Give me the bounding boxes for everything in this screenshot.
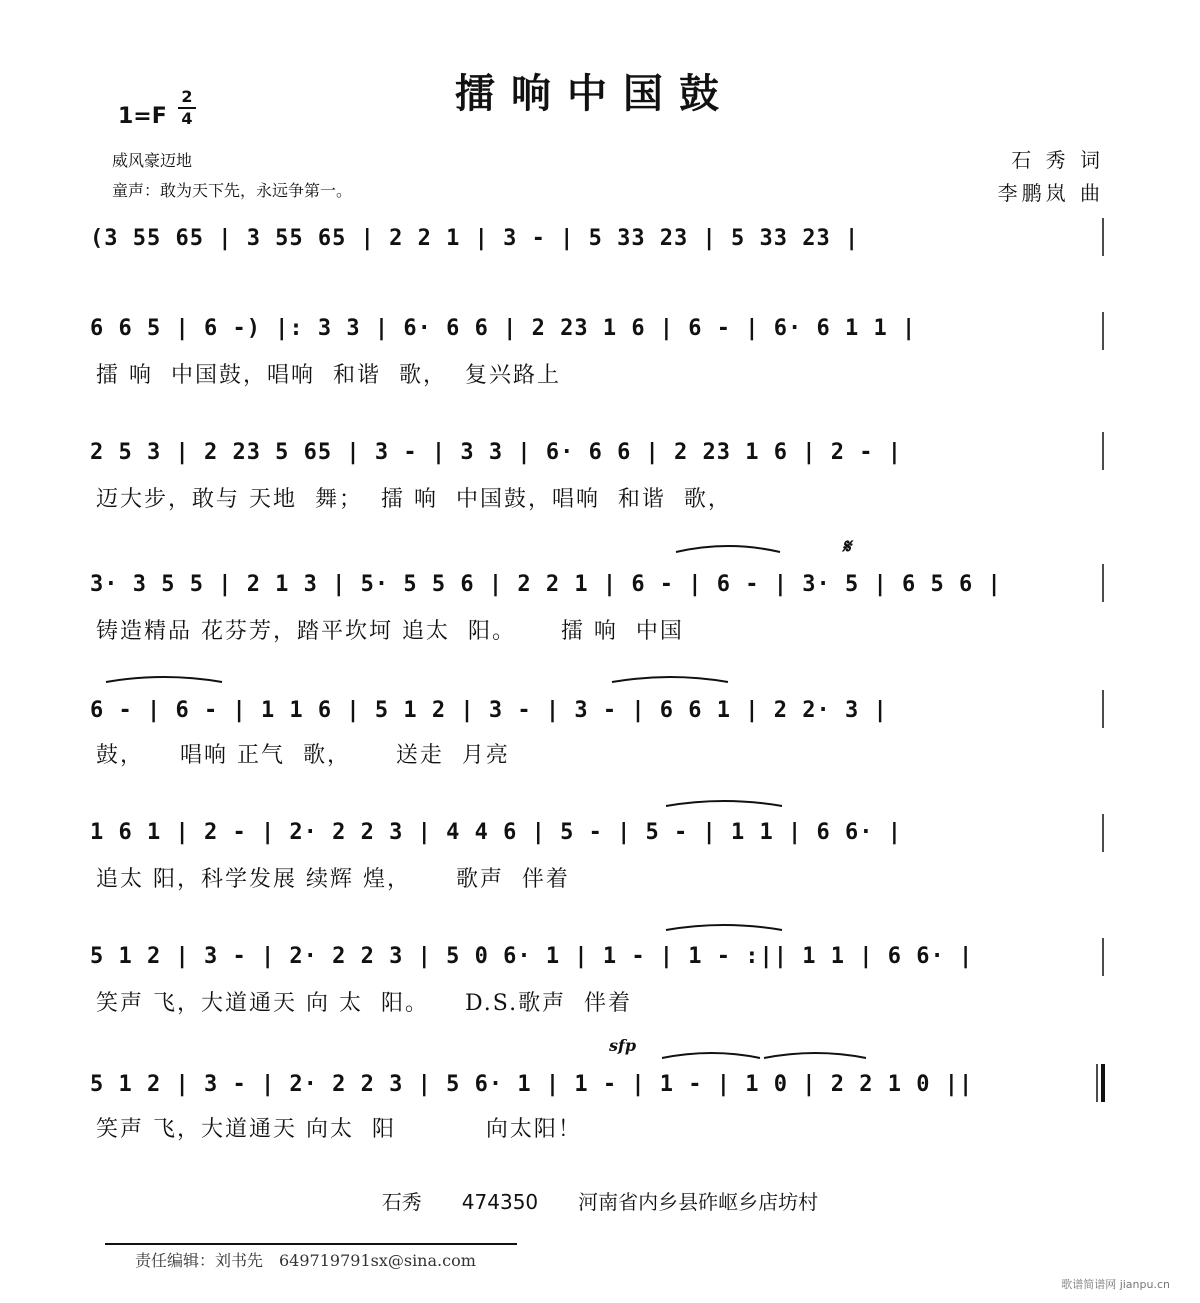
lyrics-line-7: 笑声 飞，大道通天 向 太 阳。 D.S.歌声 伴着 bbox=[96, 991, 633, 1016]
tie-arc bbox=[106, 677, 222, 682]
notation-line-1: (3 55 65 | 3 55 65 | 2 2 1 | 3 - | 5 33 23 | 5 33 23 | bbox=[90, 226, 860, 251]
lyrics-line-3: 迈大步，敢与 天地 舞； 擂 响 中国鼓，唱响 和谐 歌， bbox=[96, 487, 732, 512]
segno-sign: 𝄋 bbox=[842, 534, 851, 558]
lyrics-line-8: 笑声 飞，大道通天 向太 阳 向太阳！ bbox=[96, 1117, 582, 1142]
notation-line-6: 1 6 1 | 2 - | 2· 2 2 3 | 4 4 6 | 5 - | 5 - | 1 1 | 6 6· | bbox=[90, 820, 902, 845]
editor-line: 责任编辑：刘书先 649719791sx@sina.com bbox=[135, 1251, 476, 1270]
notation-line-5: 6 - | 6 - | 1 1 6 | 5 1 2 | 3 - | 3 - | 6 6 1 | 2 2· 3 | bbox=[90, 698, 888, 723]
tie-arc bbox=[676, 546, 780, 552]
composer-credit: 李鹏岚 曲 bbox=[997, 181, 1104, 205]
tie-arc bbox=[662, 1053, 760, 1058]
sfp-marking: sfp bbox=[609, 1036, 637, 1055]
tie-arc bbox=[666, 801, 782, 806]
author-address: 石秀 474350 河南省内乡县砟岖乡店坊村 bbox=[381, 1190, 819, 1214]
time-signature-bottom: 4 bbox=[181, 109, 193, 128]
notation-line-2: 6 6 5 | 6 -) |: 3 3 | 6· 6 6 | 2 23 1 6 | 6 - | 6· 6 1 1 | bbox=[90, 316, 917, 341]
time-signature bbox=[178, 88, 196, 128]
notation-line-8: 5 1 2 | 3 - | 2· 2 2 3 | 5 6· 1 | 1 - | 1 - | 1 0 | 2 2 1 0 || bbox=[90, 1072, 974, 1097]
time-signature-top: 2 bbox=[181, 87, 193, 106]
intro-voice: 童声：敢为天下先，永远争第一。 bbox=[112, 181, 353, 200]
key-signature: 1=F bbox=[118, 104, 167, 129]
footer-rule bbox=[105, 1243, 517, 1245]
tie-arc bbox=[764, 1053, 866, 1058]
lyrics-line-5: 鼓， 唱响 正气 歌， 送走 月亮 bbox=[96, 743, 510, 768]
tie-arc bbox=[666, 925, 782, 930]
song-title: 擂响中国鼓 bbox=[455, 70, 735, 117]
site-watermark: 歌谱简谱网 jianpu.cn bbox=[1061, 1278, 1170, 1291]
notation-line-7: 5 1 2 | 3 - | 2· 2 2 3 | 5 0 6· 1 | 1 - | 1 - :|| 1 1 | 6 6· | bbox=[90, 944, 974, 969]
notation-line-4: 3· 3 5 5 | 2 1 3 | 5· 5 5 6 | 2 2 1 | 6 - | 6 - | 3· 5 | 6 5 6 | bbox=[90, 572, 1002, 597]
lyrics-line-6: 追太 阳，科学发展 续辉 煌， 歌声 伴着 bbox=[96, 867, 570, 892]
tempo-marking: 威风豪迈地 bbox=[112, 151, 193, 170]
notation-line-3: 2 5 3 | 2 23 5 65 | 3 - | 3 3 | 6· 6 6 | 2 23 1 6 | 2 - | bbox=[90, 440, 902, 465]
lyricist-credit: 石 秀 词 bbox=[1011, 148, 1104, 172]
lyrics-line-2: 擂 响 中国鼓，唱响 和谐 歌， 复兴路上 bbox=[96, 363, 561, 388]
tie-arc bbox=[612, 677, 728, 682]
lyrics-line-4: 铸造精品 花芬芳，踏平坎坷 追太 阳。 擂 响 中国 bbox=[96, 619, 684, 644]
